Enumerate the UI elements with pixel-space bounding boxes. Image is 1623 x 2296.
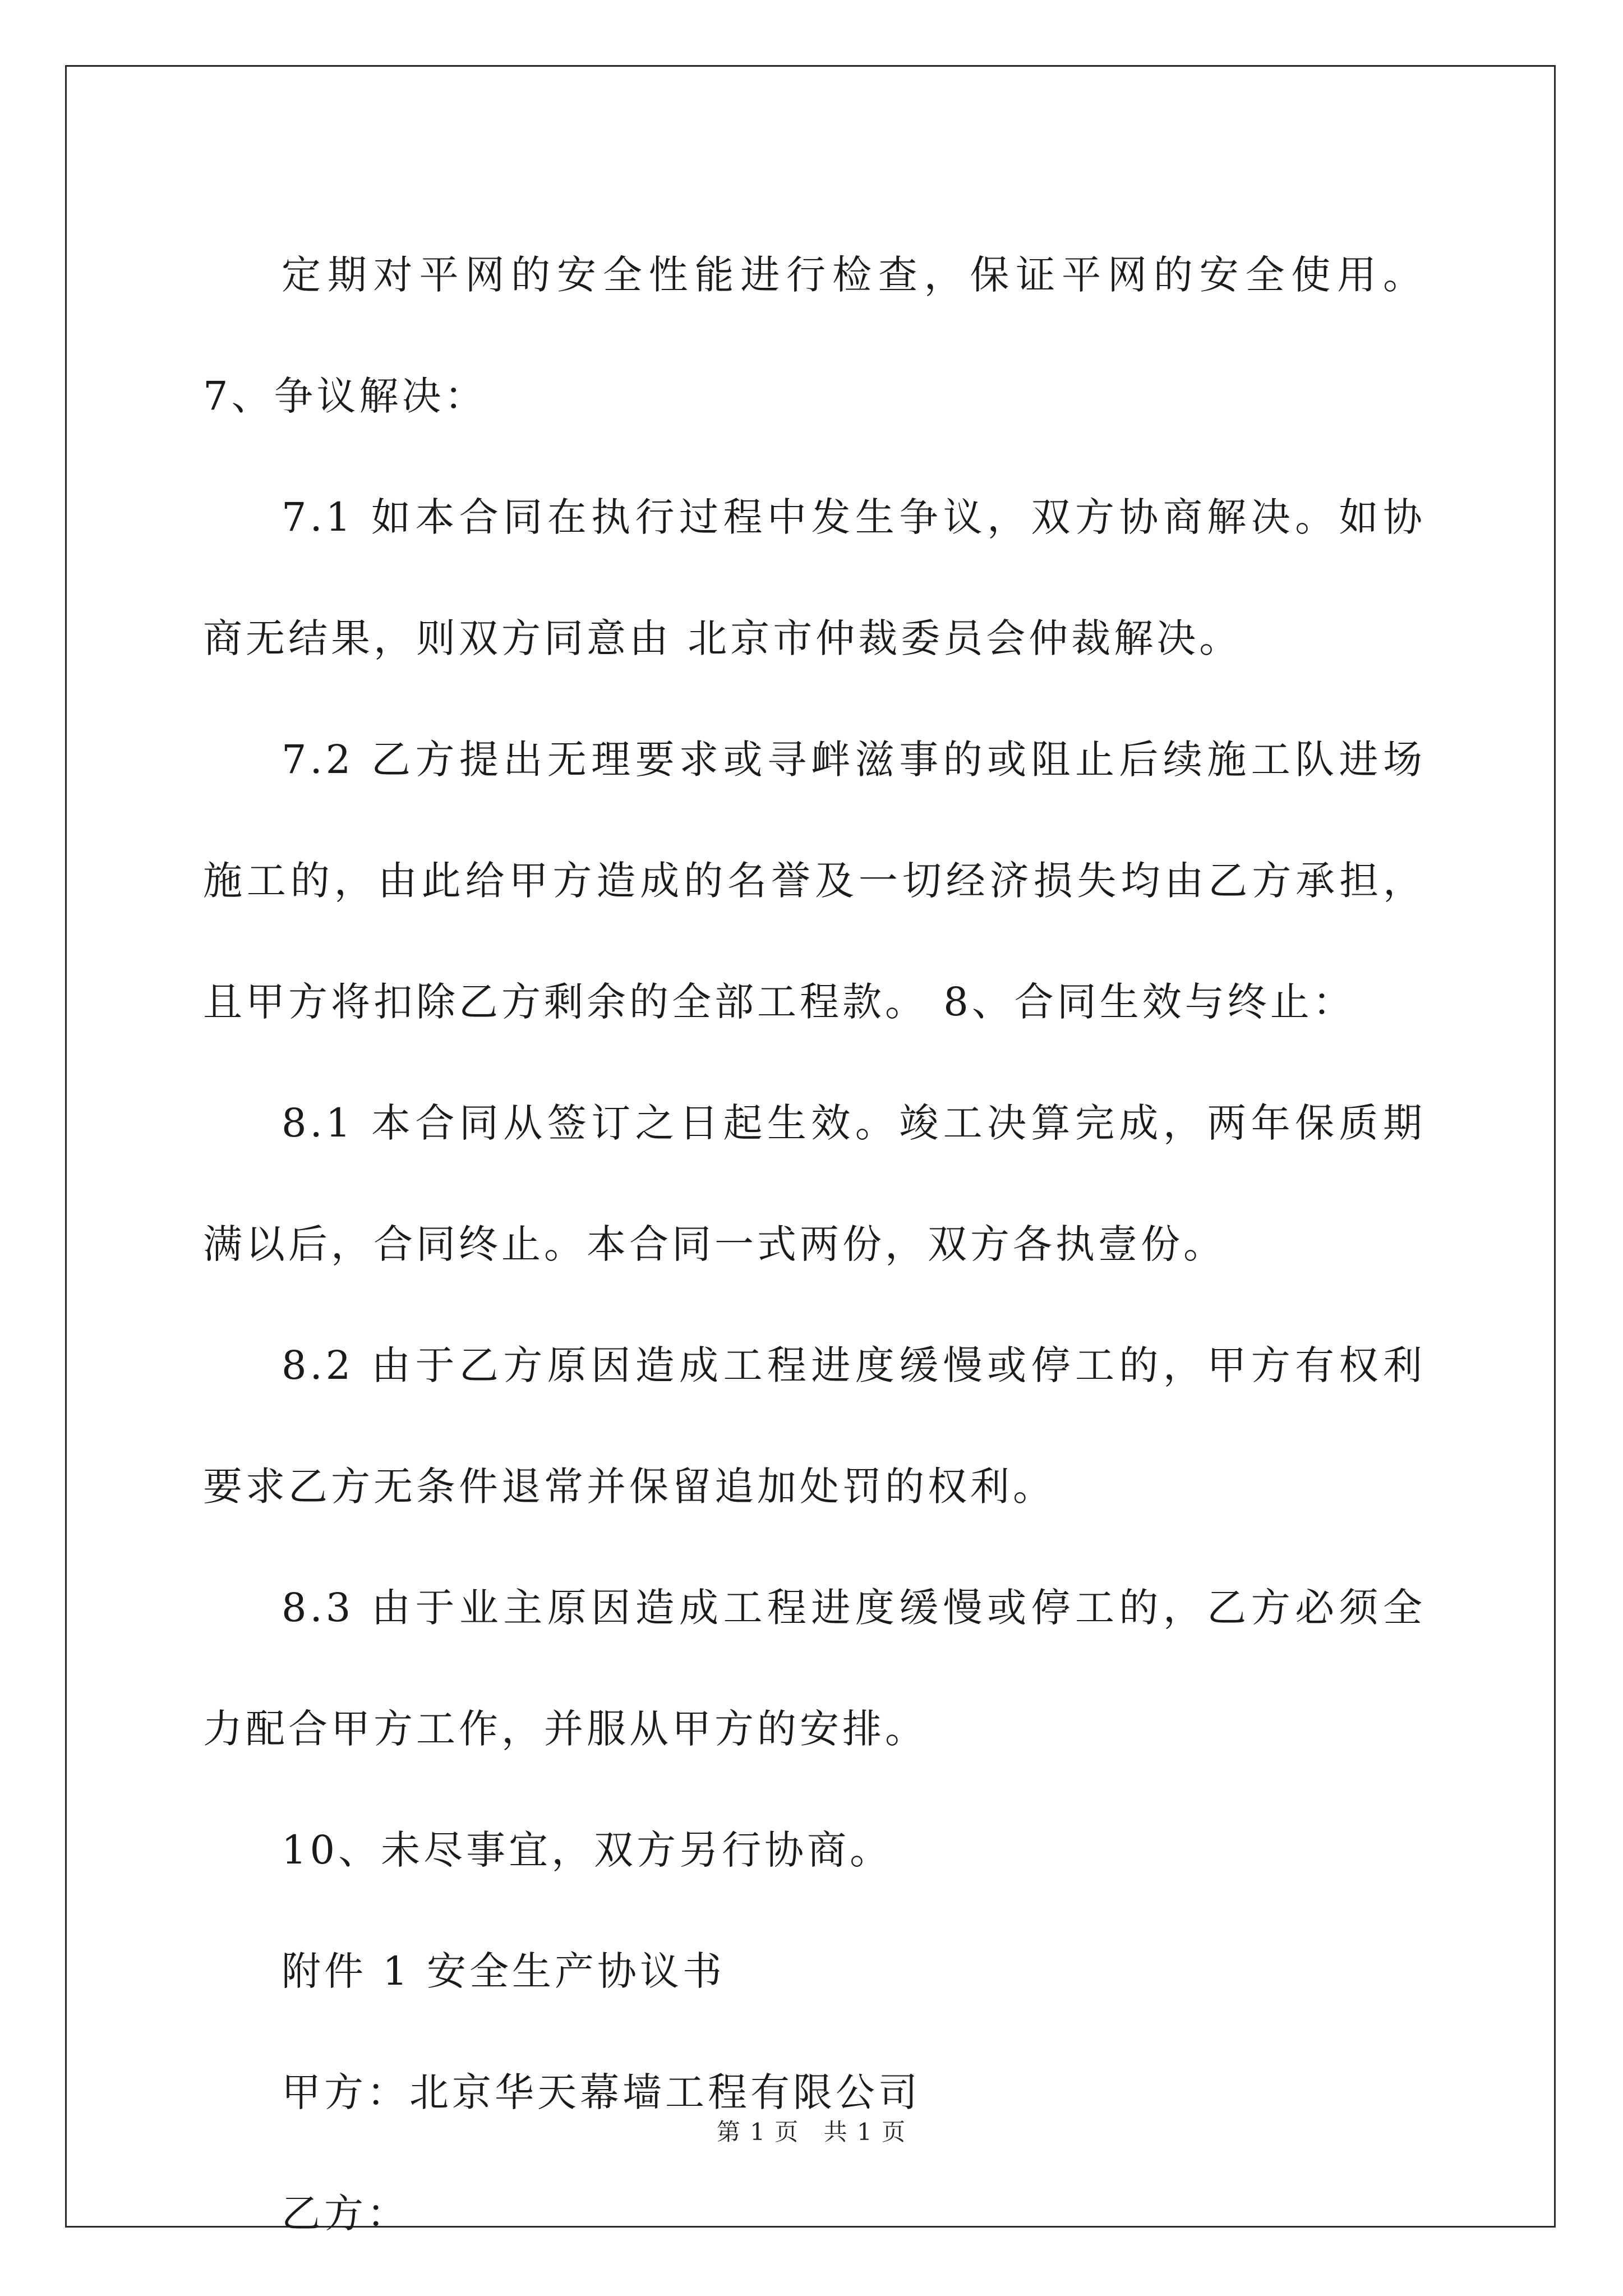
paragraph-8-1: 8.1 本合同从签订之日起生效。竣工决算完成，两年保质期满以后，合同终止。本合同一式两份，双方各执壹份。	[203, 1100, 1426, 1267]
party-a: 甲方：北京华天幕墙工程有限公司	[282, 2069, 921, 2115]
paragraph-8-3: 8.3 由于业主原因造成工程进度缓慢或停工的，乙方必须全力配合甲方工作，并服从甲方的安排。	[203, 1585, 1426, 1752]
paragraph-7-2: 7.2 乙方提出无理要求或寻衅滋事的或阻止后续施工队进场施工的，由此给甲方造成的名誉及一切经济损失均由乙方承担，且甲方将扣除乙方剩余的全部工程款。 8、合同生效与终止：	[203, 737, 1426, 1025]
document-body	[203, 214, 1426, 2274]
page-number: 第 1 页	[716, 2118, 800, 2146]
attachment-title: 附件 1 安全生产协议书	[282, 1948, 726, 1994]
paragraph-7-1: 7.1 如本合同在执行过程中发生争议，双方协商解决。如协商无结果，则双方同意由 北京市仲裁委员会仲裁解决。	[203, 494, 1426, 661]
paragraph-10: 10、未尽事宜，双方另行协商。	[282, 1827, 893, 1873]
page-total: 共 1 页	[823, 2118, 907, 2146]
paragraph-8-2: 8.2 由于乙方原因造成工程进度缓慢或停工的，甲方有权利要求乙方无条件退常并保留追加处罚的权利。	[203, 1342, 1426, 1510]
page-footer	[0, 2114, 1623, 2147]
party-b: 乙方：	[282, 2191, 409, 2237]
paragraph-net-inspection: 定期对平网的安全性能进行检查，保证平网的安全使用。 7、争议解决：	[203, 252, 1426, 419]
